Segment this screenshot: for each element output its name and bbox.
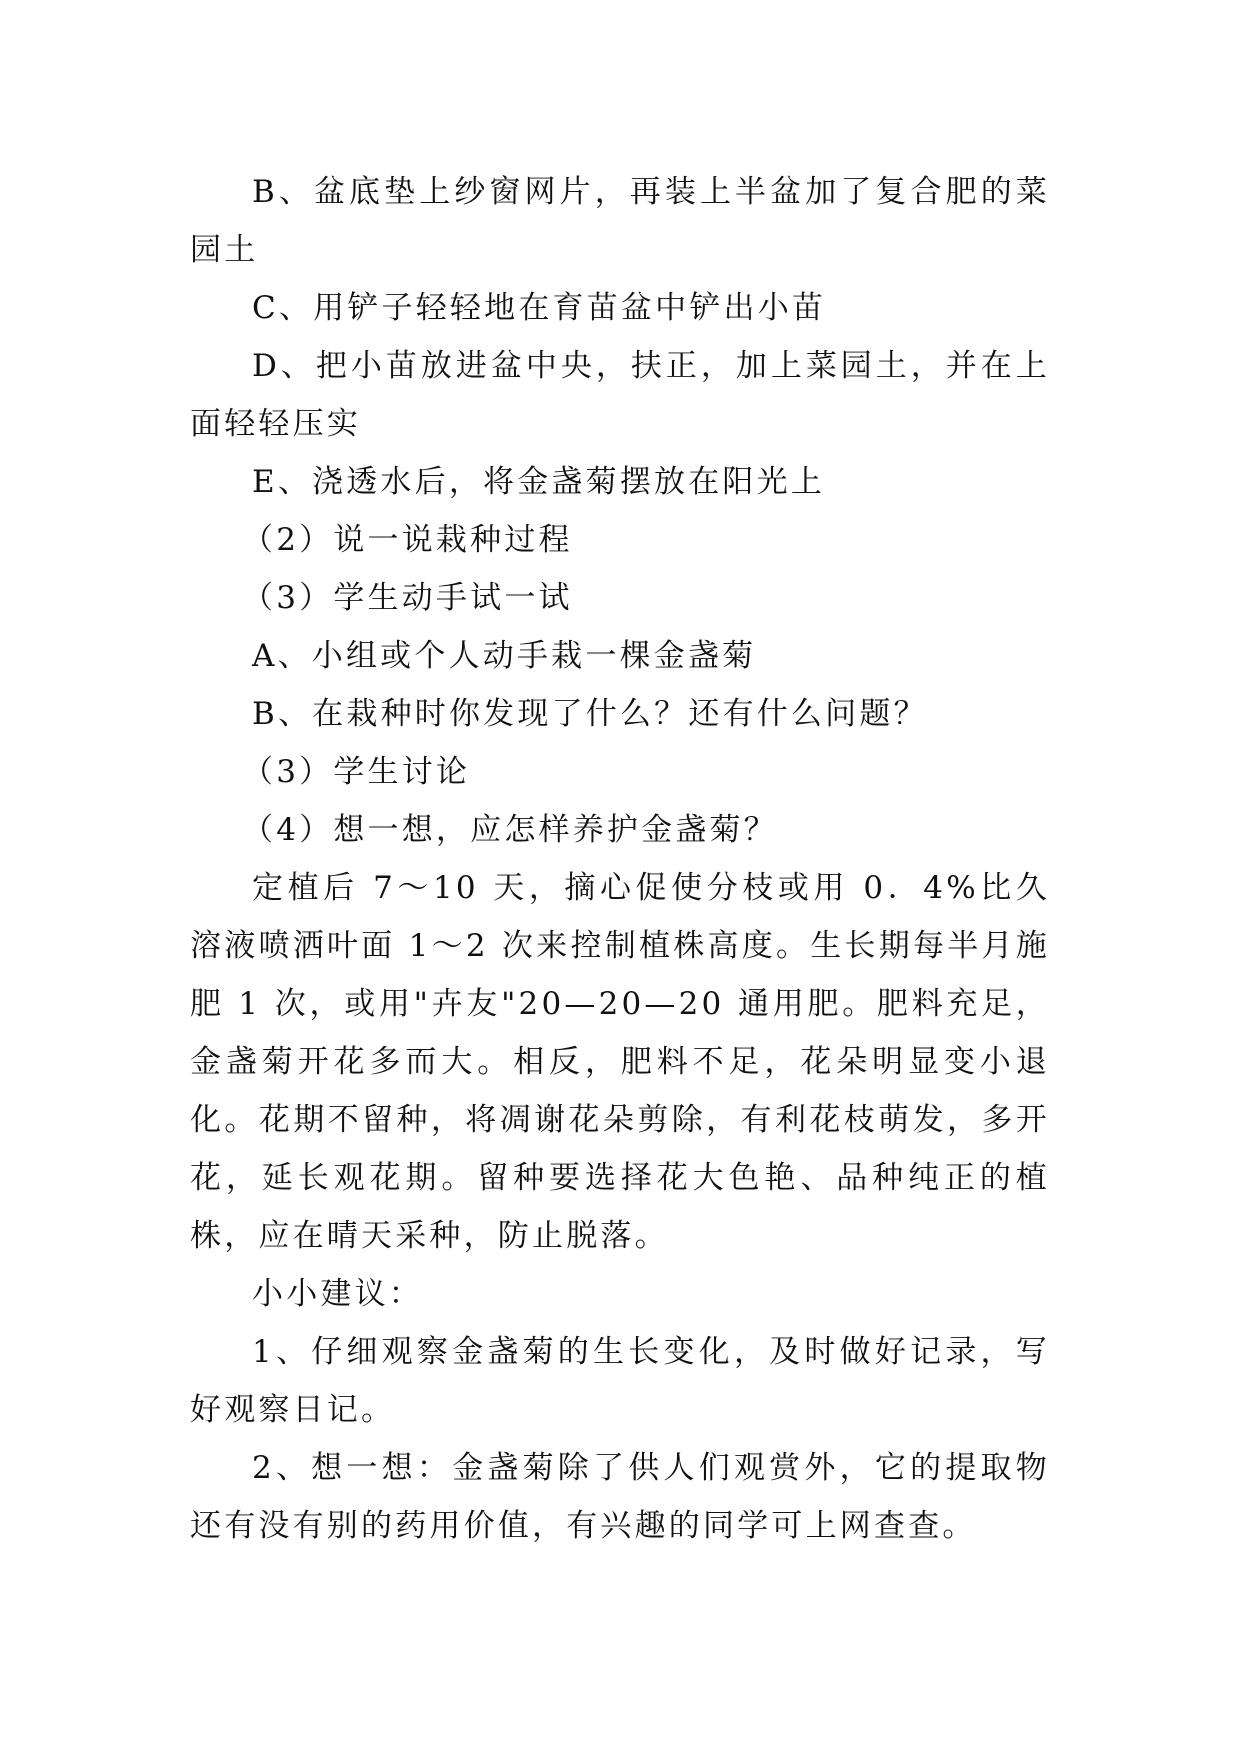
document-body: [190, 163, 1050, 1555]
paragraph-item-2: （2）说一说栽种过程: [242, 522, 573, 558]
paragraph-task-a: A、小组或个人动手栽一棵金盏菊: [252, 638, 757, 674]
paragraph-item-3: （3）学生动手试一试: [242, 580, 573, 616]
paragraph-care-instructions: 定植后 7～10 天，摘心促使分枝或用 0．4%比久溶液喷洒叶面 1～2 次来控制植株高度。生长期每半月施肥 1 次，或用"卉友"20—20—20 通用肥。肥料充足，金盏菊开花多而大。相反，肥料不足，花朵明显变小退化。花期不留种，将凋谢花朵剪除，有利花枝萌发，多开花，延长观花期。留种要选择花大色艳、品种纯正的植株，应在晴天采种，防止脱落。: [190, 870, 1050, 1254]
paragraph-step-b: B、盆底垫上纱窗网片，再装上半盆加了复合肥的菜园土: [190, 174, 1050, 268]
paragraph-suggestion-1: 1、仔细观察金盏菊的生长变化，及时做好记录，写好观察日记。: [190, 1334, 1050, 1428]
paragraph-item-3-discussion: （3）学生讨论: [242, 754, 471, 790]
paragraph-step-d: D、把小苗放进盆中央，扶正，加上菜园土，并在上面轻轻压实: [190, 348, 1050, 442]
paragraph-task-b: B、在栽种时你发现了什么？还有什么问题？: [252, 696, 928, 732]
paragraph-suggestions-heading: 小小建议：: [252, 1276, 423, 1312]
paragraph-item-4: （4）想一想，应怎样养护金盏菊？: [242, 812, 778, 848]
paragraph-step-e: E、浇透水后，将金盏菊摆放在阳光上: [252, 464, 826, 500]
paragraph-suggestion-2: 2、想一想：金盏菊除了供人们观赏外，它的提取物还有没有别的药用价值，有兴趣的同学可上网查查。: [190, 1450, 1050, 1544]
paragraph-step-c: C、用铲子轻轻地在育苗盆中铲出小苗: [252, 290, 827, 326]
